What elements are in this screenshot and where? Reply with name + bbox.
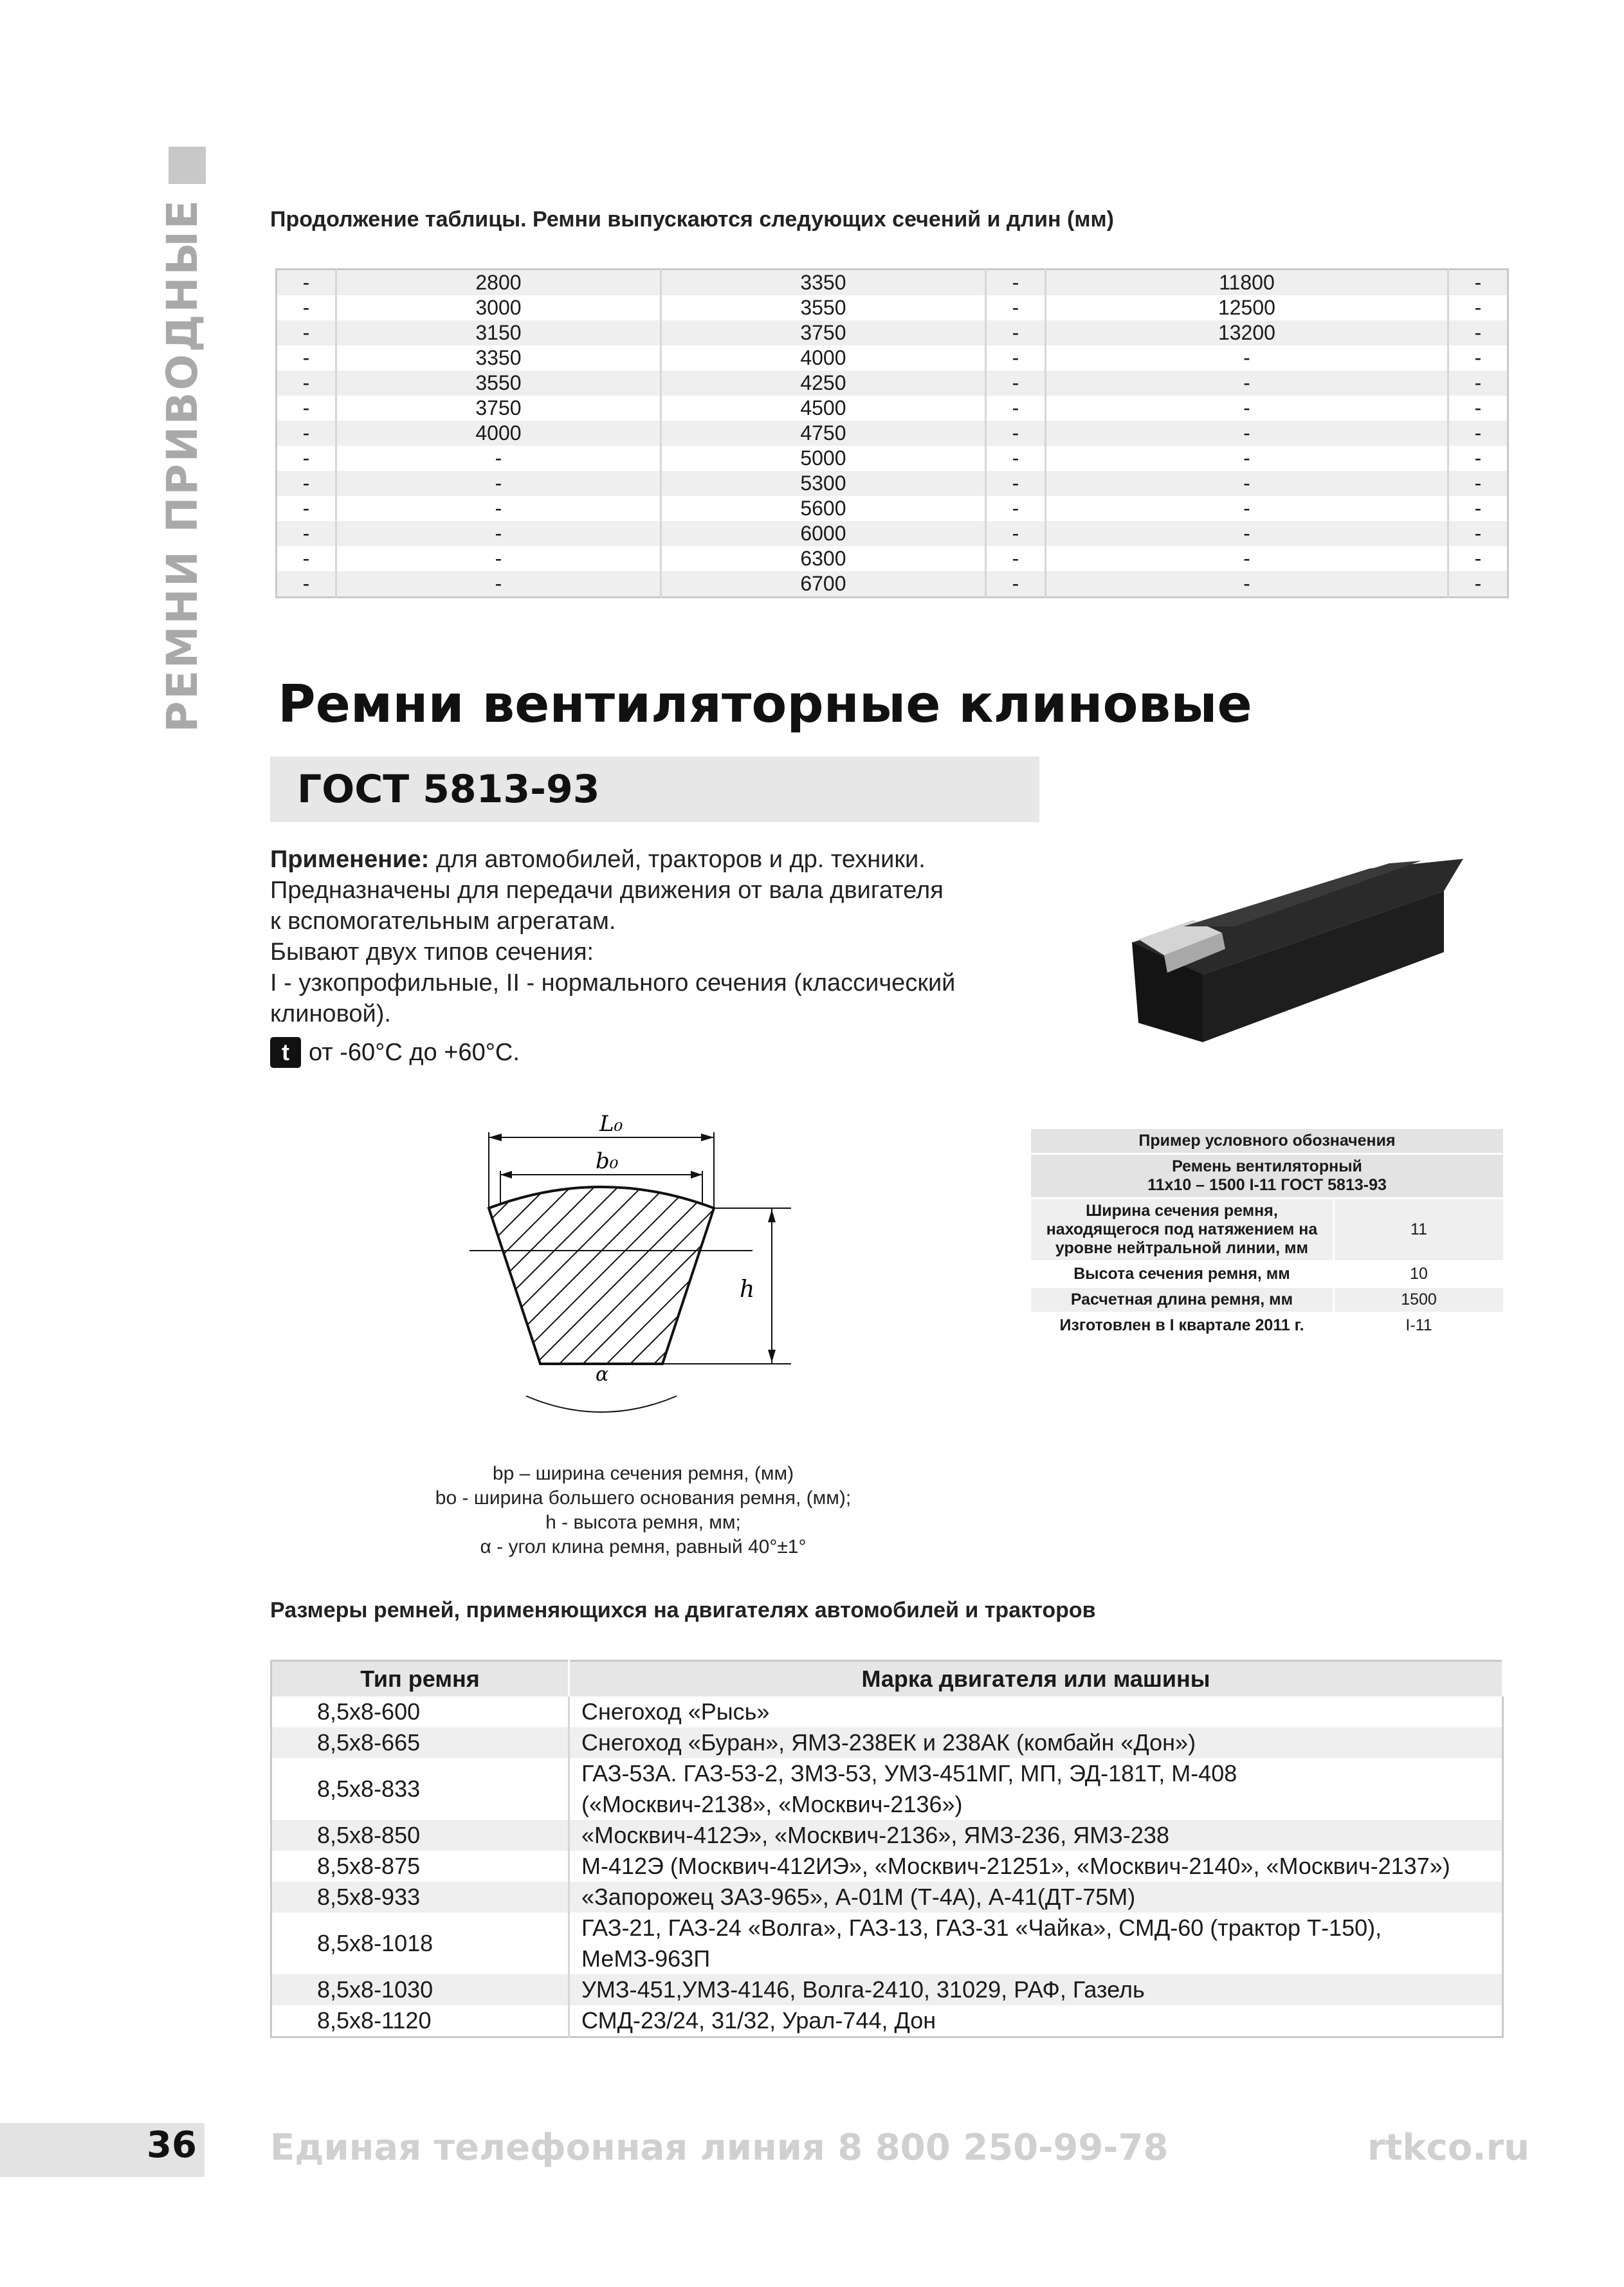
table-row — [277, 546, 1508, 571]
example-label: Расчетная длина ремня, мм — [1030, 1287, 1334, 1313]
table-cell: 3000 — [336, 295, 661, 320]
belt-type: 8,5х8-1030 — [271, 1974, 569, 2005]
engine-models — [569, 1851, 1503, 1882]
engine-models — [569, 1913, 1503, 1974]
table-cell: - — [985, 270, 1045, 296]
table-row — [277, 446, 1508, 471]
table-cell: - — [277, 521, 336, 546]
page-title: Ремни вентиляторные клиновые — [278, 674, 1252, 734]
example-value: I-11 — [1334, 1313, 1504, 1339]
diagram-label-height: h — [740, 1276, 755, 1303]
example-value: 1500 — [1334, 1287, 1504, 1313]
table-cell: 3350 — [661, 270, 985, 296]
table-cell: - — [1448, 571, 1508, 598]
example-value: 11 — [1334, 1199, 1504, 1262]
table-row — [277, 371, 1508, 396]
engine-models — [569, 1974, 1503, 2005]
table-cell: - — [985, 471, 1045, 496]
diagram-label-inner: b₀ — [596, 1148, 619, 1174]
example-designation-line1: Ремень вентиляторный — [1172, 1157, 1362, 1175]
table-cell: - — [985, 496, 1045, 521]
engine-models-line: ГАЗ-53А. ГАЗ-53-2, ЗМЗ-53, УМЗ-451МГ, МП, ЭД-181Т, М-408 — [581, 1760, 1237, 1786]
table-row — [277, 345, 1508, 371]
table-row — [277, 295, 1508, 320]
table-row — [277, 471, 1508, 496]
table-cell: 6700 — [661, 571, 985, 598]
table-cell: 12500 — [1045, 295, 1448, 320]
length-table-caption: Продолжение таблицы. Ремни выпускаются следующих сечений и длин (мм) — [270, 207, 1114, 232]
table-cell: 13200 — [1045, 320, 1448, 345]
table-row — [277, 521, 1508, 546]
example-designation — [1030, 1154, 1504, 1199]
engine-models-line: Снегоход «Рысь» — [581, 1698, 770, 1725]
footer-phone: Единая телефонная линия 8 800 250-99-78 — [270, 2127, 1169, 2169]
table-row — [271, 1882, 1503, 1913]
application-label: Применение: — [270, 846, 430, 873]
table-cell: - — [1045, 396, 1448, 421]
engines-table — [270, 1660, 1504, 2038]
table-cell: - — [277, 571, 336, 598]
description-line: Предназначены для передачи движения от вала двигателя — [270, 877, 944, 904]
table-cell: - — [1448, 270, 1508, 296]
table-row — [271, 1913, 1503, 1974]
table-cell: 3750 — [336, 396, 661, 421]
example-label: Высота сечения ремня, мм — [1030, 1262, 1334, 1287]
description-line: клиновой). — [270, 1000, 391, 1027]
temperature-range — [270, 1037, 520, 1068]
table-cell: 5600 — [661, 496, 985, 521]
table-cell: - — [277, 546, 336, 571]
table-cell: 3350 — [336, 345, 661, 371]
example-value: 10 — [1334, 1262, 1504, 1287]
table-row — [271, 1758, 1503, 1820]
engine-models — [569, 1882, 1503, 1913]
diagram-legend — [322, 1462, 965, 1559]
table-cell: 5300 — [661, 471, 985, 496]
engine-models — [569, 1727, 1503, 1758]
table-row — [277, 270, 1508, 296]
table-row — [277, 396, 1508, 421]
example-designation-line2: 11х10 – 1500 I-11 ГОСТ 5813-93 — [1147, 1176, 1387, 1194]
engine-models — [569, 1820, 1503, 1851]
engine-models-line: СМД-23/24, 31/32, Урал-744, Дон — [581, 2007, 936, 2034]
table-cell: - — [1448, 345, 1508, 371]
table-cell: - — [1448, 546, 1508, 571]
table-row — [277, 496, 1508, 521]
side-section-label: РЕМНИ ПРИВОДНЫЕ — [158, 198, 207, 733]
table-row — [277, 320, 1508, 345]
table-cell: 3550 — [661, 295, 985, 320]
table-cell: - — [1448, 471, 1508, 496]
belt-type: 8,5х8-1120 — [271, 2005, 569, 2037]
table-cell: - — [336, 496, 661, 521]
engines-table-caption: Размеры ремней, применяющихся на двигателях автомобилей и тракторов — [270, 1598, 1096, 1622]
legend-item: α - угол клина ремня, равный 40°±1° — [480, 1536, 807, 1557]
engine-models-line: УМЗ-451,УМЗ-4146, Волга-2410, 31029, РАФ, Газель — [581, 1976, 1145, 2003]
engine-models — [569, 1696, 1503, 1727]
table-cell: 4250 — [661, 371, 985, 396]
table-cell: - — [277, 270, 336, 296]
table-cell: - — [1045, 371, 1448, 396]
example-label: Изготовлен в I квартале 2011 г. — [1030, 1313, 1334, 1339]
designation-example-table — [1029, 1127, 1505, 1339]
table-cell: 6300 — [661, 546, 985, 571]
table-cell: 3550 — [336, 371, 661, 396]
table-cell: - — [277, 345, 336, 371]
engine-models — [569, 1758, 1503, 1820]
table-row — [277, 571, 1508, 598]
belt-type: 8,5х8-875 — [271, 1851, 569, 1882]
gost-label: ГОСТ 5813-93 — [297, 767, 600, 812]
table-cell: - — [1448, 496, 1508, 521]
description-line: Бывают двух типов сечения: — [270, 939, 594, 966]
legend-item: bp – ширина сечения ремня, (мм) — [492, 1463, 794, 1484]
table-cell: - — [1045, 571, 1448, 598]
table-cell: - — [1045, 345, 1448, 371]
application-text: для автомобилей, тракторов и др. техники. — [429, 846, 926, 873]
legend-item: h - высота ремня, мм; — [545, 1512, 741, 1533]
table-cell: - — [277, 320, 336, 345]
table-cell: - — [336, 571, 661, 598]
table-row — [1030, 1262, 1504, 1287]
engine-models-line: «Запорожец ЗАЗ-965», А-01М (Т-4А), А-41(ДТ-75М) — [581, 1884, 1136, 1910]
side-decor-square — [169, 147, 206, 184]
table-cell: - — [277, 496, 336, 521]
table-cell: - — [336, 471, 661, 496]
table-cell: - — [277, 471, 336, 496]
table-row — [271, 2005, 1503, 2037]
table-cell: - — [985, 446, 1045, 471]
table-cell: - — [1045, 496, 1448, 521]
example-header: Пример условного обозначения — [1030, 1128, 1504, 1154]
table-cell: - — [277, 446, 336, 471]
column-header-engine: Марка двигателя или машины — [569, 1661, 1503, 1697]
table-row — [1030, 1199, 1504, 1262]
table-cell: - — [1045, 421, 1448, 446]
table-cell: - — [1045, 521, 1448, 546]
table-row — [1030, 1313, 1504, 1339]
belt-type: 8,5х8-1018 — [271, 1913, 569, 1974]
table-cell: - — [1448, 521, 1508, 546]
table-cell: - — [277, 396, 336, 421]
table-cell: 4750 — [661, 421, 985, 446]
legend-item: bo - ширина большего основания ремня, (мм); — [435, 1487, 852, 1509]
table-cell: - — [1448, 446, 1508, 471]
temperature-text: от -60°С до +60°С. — [309, 1038, 520, 1066]
table-cell: - — [985, 521, 1045, 546]
table-cell: - — [985, 546, 1045, 571]
table-cell: 3150 — [336, 320, 661, 345]
description-block — [270, 844, 1029, 1029]
table-row — [271, 1820, 1503, 1851]
table-cell: 5000 — [661, 446, 985, 471]
table-cell: 3750 — [661, 320, 985, 345]
engine-models-line: Снегоход «Буран», ЯМЗ-238ЕК и 238АК (комбайн «Дон») — [581, 1729, 1196, 1756]
table-cell: - — [277, 371, 336, 396]
diagram-label-angle: α — [596, 1363, 609, 1386]
temperature-icon: t — [270, 1037, 301, 1068]
belt-type: 8,5х8-933 — [271, 1882, 569, 1913]
engine-models — [569, 2005, 1503, 2037]
length-table — [275, 268, 1509, 598]
column-header-type: Тип ремня — [271, 1661, 569, 1697]
table-cell: - — [1045, 546, 1448, 571]
table-row — [271, 1696, 1503, 1727]
table-cell: - — [985, 571, 1045, 598]
table-cell: - — [1045, 446, 1448, 471]
table-cell: - — [1448, 320, 1508, 345]
table-row — [1030, 1287, 1504, 1313]
table-cell: 4000 — [661, 345, 985, 371]
table-row — [277, 421, 1508, 446]
table-row — [271, 1974, 1503, 2005]
table-cell: - — [336, 446, 661, 471]
page-number: 36 — [147, 2124, 197, 2166]
table-cell: - — [985, 371, 1045, 396]
table-cell: - — [336, 521, 661, 546]
table-cell: 4000 — [336, 421, 661, 446]
diagram-label-top: L₀ — [599, 1111, 623, 1137]
engine-models-line: М-412Э (Москвич-412ИЭ», «Москвич-21251», «Москвич-2140», «Москвич-2137») — [581, 1853, 1450, 1879]
table-cell: - — [336, 546, 661, 571]
table-cell: - — [277, 295, 336, 320]
table-cell: - — [1448, 396, 1508, 421]
belt-photo — [1087, 830, 1473, 1061]
table-row — [271, 1727, 1503, 1758]
table-row — [271, 1851, 1503, 1882]
description-line: к вспомогательным агрегатам. — [270, 908, 616, 935]
engine-models-line: ГАЗ-21, ГАЗ-24 «Волга», ГАЗ-13, ГАЗ-31 «Чайка», СМД-60 (трактор Т-150), МеМЗ-963П — [581, 1915, 1382, 1972]
engine-models-line: («Москвич-2138», «Москвич-2136») — [581, 1791, 963, 1817]
table-cell: - — [1448, 295, 1508, 320]
belt-type: 8,5х8-850 — [271, 1820, 569, 1851]
footer-site: rtkco.ru — [1367, 2127, 1530, 2169]
belt-type: 8,5х8-665 — [271, 1727, 569, 1758]
table-cell: 4500 — [661, 396, 985, 421]
table-cell: - — [985, 320, 1045, 345]
table-cell: - — [277, 421, 336, 446]
description-line: I - узкопрофильные, II - нормального сечения (классический — [270, 969, 956, 997]
engine-models-line: «Москвич-412Э», «Москвич-2136», ЯМЗ-236, ЯМЗ-238 — [581, 1822, 1169, 1848]
belt-type: 8,5х8-833 — [271, 1758, 569, 1820]
table-cell: - — [985, 295, 1045, 320]
table-cell: 11800 — [1045, 270, 1448, 296]
belt-profile-diagram — [450, 1094, 810, 1441]
table-cell: 2800 — [336, 270, 661, 296]
table-cell: - — [985, 345, 1045, 371]
table-cell: - — [985, 421, 1045, 446]
table-cell: - — [985, 396, 1045, 421]
table-cell: - — [1045, 471, 1448, 496]
table-cell: - — [1448, 421, 1508, 446]
table-cell: 6000 — [661, 521, 985, 546]
example-label: Ширина сечения ремня, находящегося под натяжением на уровне нейтральной линии, мм — [1030, 1199, 1334, 1262]
table-cell: - — [1448, 371, 1508, 396]
belt-type: 8,5х8-600 — [271, 1696, 569, 1727]
